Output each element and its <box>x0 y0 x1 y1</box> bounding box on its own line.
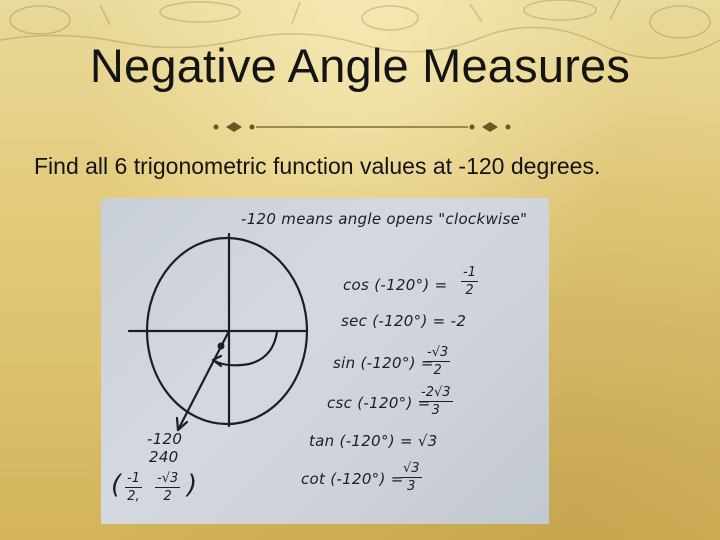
sin-equation: sin (-120°) = <box>333 354 434 372</box>
coterminal-angle-label: 240 <box>149 448 179 466</box>
sec-equation: sec (-120°) = -2 <box>341 312 467 330</box>
point-y-fraction <box>155 472 180 503</box>
slide-body-text: Find all 6 trigonometric function values at -120 degrees. <box>34 153 601 179</box>
slide-title: Negative Angle Measures <box>89 39 631 92</box>
point-y-numerator: -√3 <box>157 471 179 486</box>
csc-fraction <box>419 386 453 417</box>
point-close-paren: ) <box>187 470 198 500</box>
sin-numerator: -√3 <box>427 345 449 360</box>
cot-equation: cot (-120°) = <box>301 470 404 488</box>
handwritten-notes-photo <box>101 198 549 524</box>
cot-denominator: 3 <box>407 479 416 494</box>
csc-equation: csc (-120°) = <box>327 394 431 412</box>
csc-denominator: 3 <box>431 403 440 418</box>
point-x-numerator: -1 <box>127 471 140 486</box>
point-x-denominator: 2, <box>127 489 140 504</box>
sin-fraction <box>425 346 450 377</box>
cos-equation: cos (-120°) = <box>343 276 448 294</box>
tan-equation: tan (-120°) = √3 <box>309 432 438 450</box>
point-open-paren: ( <box>111 470 122 500</box>
sin-denominator: 2 <box>433 363 442 378</box>
point-y-denominator: 2 <box>163 489 172 504</box>
cos-denominator: 2 <box>465 283 474 298</box>
cos-fraction <box>461 266 478 297</box>
cos-numerator: -1 <box>463 265 476 280</box>
clockwise-note: -120 means angle opens "clockwise" <box>241 210 528 228</box>
cot-fraction <box>401 462 422 493</box>
cot-numerator: √3 <box>403 461 420 476</box>
csc-numerator: -2√3 <box>421 385 451 400</box>
angle-label: -120 <box>147 430 183 448</box>
title-divider-ornament <box>212 118 512 136</box>
point-x-fraction <box>125 472 142 503</box>
